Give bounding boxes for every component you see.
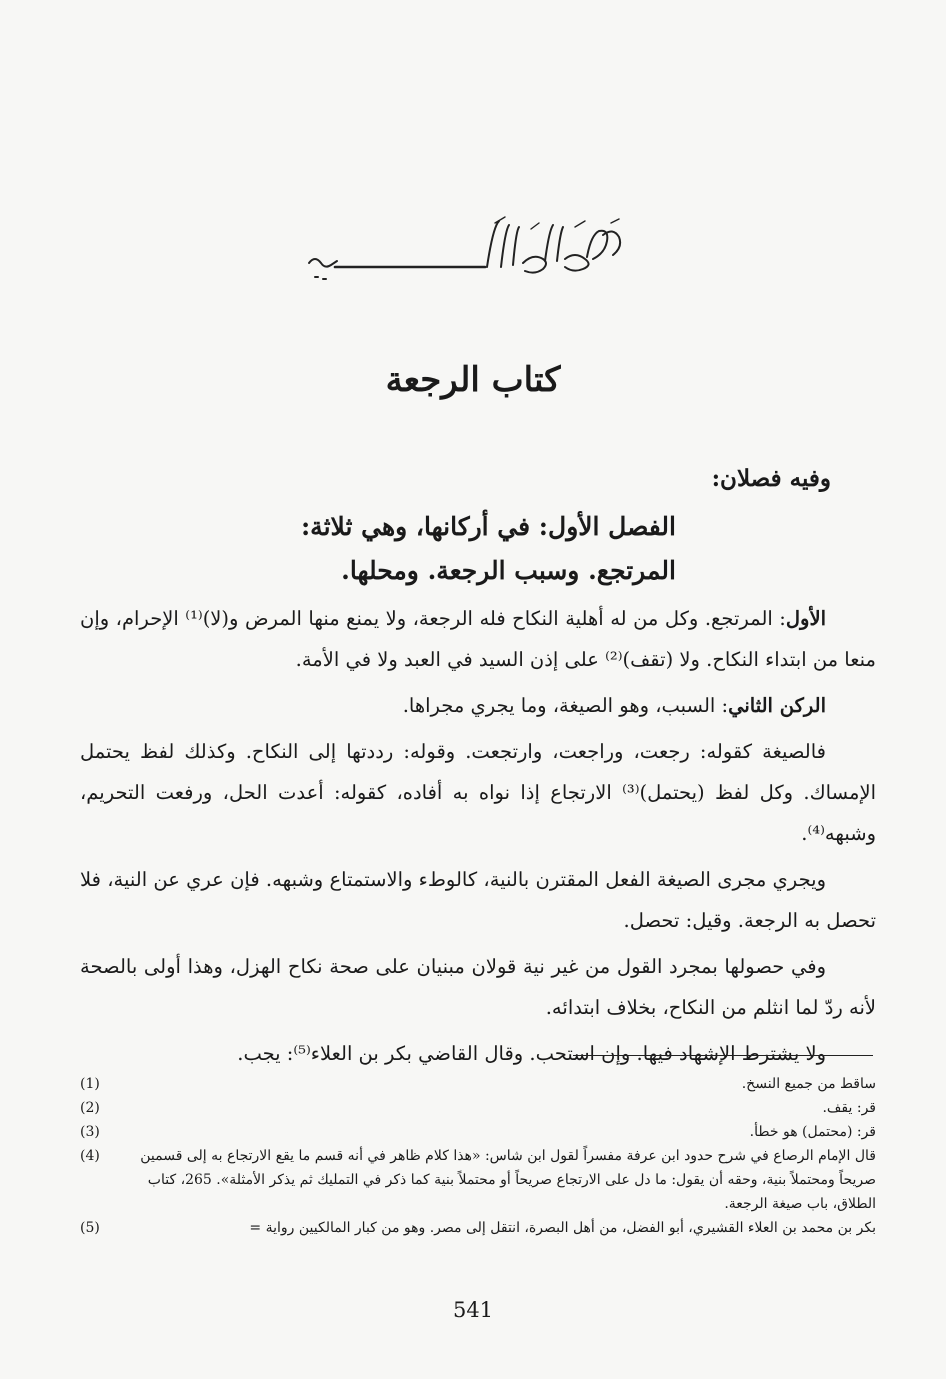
- paragraph-text: : المرتجع. وكل من له أهلية النكاح فله الرجعة، ولا يمنع منها المرض و(لا)⁽¹⁾ الإحرام، وإن منعا من ابتداء النكاح. ولا (تقف)⁽²⁾ على إذن السيد في العبد ولا في الأمة.: [80, 607, 876, 671]
- paragraph-witnessing: ولا يشترط الإشهاد فيها. وإن استحب. وقال القاضي بكر بن العلاء⁽⁵⁾: يجب.: [237, 1042, 826, 1065]
- footnote-divider: [573, 1055, 873, 1056]
- paragraph-formula: فالصيغة كقوله: رجعت، وراجعت، وارتجعت. وقوله: رددتها إلى النكاح. وكذلك لفظ يحتمل الإمساك. وكل لفظ (يحتمل)⁽³⁾ الارتجاع إذا نواه به أفاده، كقوله: أعدت الحل، ورفعت التحريم، وشبهه⁽⁴⁾.: [80, 740, 876, 845]
- footnote: [80, 1216, 876, 1240]
- paragraph-intention: وفي حصولها بمجرد القول من غير نية قولان مبنيان على صحة نكاح الهزل، وهذا أولى بالصحة لأنه ردّ لما انثلم من النكاح، بخلاف ابتدائه.: [80, 955, 876, 1019]
- page-number: 541: [452, 1298, 494, 1322]
- footnotes: [80, 1072, 876, 1240]
- paragraph-label: الأول: [785, 607, 827, 630]
- footnote-text: قر: يقف.: [822, 1100, 876, 1116]
- section-heading: [116, 505, 676, 593]
- footnote-text: قر: (محتمل) هو خطأ.: [749, 1124, 876, 1140]
- footnote-text: قال الإمام الرصاع في شرح حدود ابن عرفة مفسراً لقول ابن شاس: «هذا كلام ظاهر في أنه قسم ما يقع الارتجاع به إلى قسمين صريحاً ومحتملاً بنية، وحقه أن يقول: ما دل على الارتجاع صريحاً أو محتملاً بنية كما ذكر في التمليك ثم يذكر الأمثلة». 265، كتاب الطلاق، باب صيغة الرجعة.: [140, 1148, 876, 1212]
- paragraph-label: الركن الثاني: [728, 694, 826, 717]
- section-heading-line-2: المرتجع. وسبب الرجعة. ومحلها.: [341, 556, 676, 585]
- footnote: [80, 1120, 876, 1144]
- basmala-calligraphy-icon: [295, 205, 635, 295]
- footnote-text: ساقط من جميع النسخ.: [741, 1076, 876, 1092]
- chapter-title: كتاب الرجعة: [385, 360, 561, 400]
- paragraph-text: : السبب، وهو الصيغة، وما يجري مجراها.: [402, 694, 729, 717]
- footnote-number: (1): [80, 1076, 100, 1092]
- paragraph-second-pillar: [80, 685, 876, 726]
- footnote: [80, 1144, 876, 1216]
- footnote-number: (2): [80, 1100, 100, 1116]
- footnote-number: (4): [80, 1148, 100, 1164]
- body-text: [80, 598, 876, 1079]
- footnote-text: بكر بن محمد بن العلاء القشيري، أبو الفضل، من أهل البصرة، انتقل إلى مصر. وهو من كبار المالكيين رواية =: [249, 1220, 876, 1236]
- basmala-calligraphy: [295, 205, 635, 295]
- footnote-number: (3): [80, 1124, 100, 1140]
- paragraph-action: ويجري مجرى الصيغة الفعل المقترن بالنية، كالوطء والاستمتاع وشبهه. فإن عري عن النية، فلا تحصل به الرجعة. وقيل: تحصل.: [80, 868, 876, 932]
- section-heading-line-1: الفصل الأول: في أركانها، وهي ثلاثة:: [300, 512, 676, 541]
- footnote-number: (5): [80, 1220, 100, 1236]
- footnote: [80, 1096, 876, 1120]
- footnote: [80, 1072, 876, 1096]
- chapter-intro: وفيه فصلان:: [711, 465, 831, 492]
- paragraph-first-pillar: [80, 598, 876, 680]
